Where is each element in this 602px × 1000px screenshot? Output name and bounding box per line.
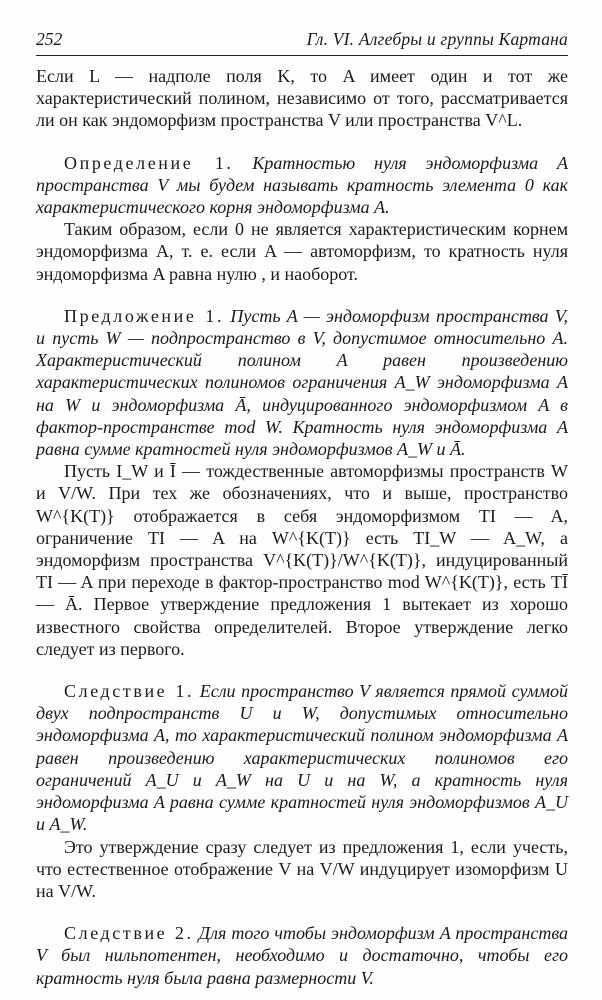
- proposition-text: Пусть A — эндоморфизм пространства V, и пусть W — подпространство в V, допустимое относительно A. Характеристический полином A равен произведению характеристических полиномов ограничения A_W эндоморфизма A на W и эндоморфизма Ā, индуцированного эндоморфизмом A в фактор-пространстве mod W. Кратность нуля эндоморфизма A равна сумме кратностей нуля эндоморфизмов A_W и Ā.: [36, 305, 568, 460]
- proposition-1: [36, 305, 568, 460]
- paragraph-gap: [36, 902, 568, 922]
- corollary-2: [36, 922, 568, 989]
- corollary-1-label: Следствие 1.: [64, 681, 195, 702]
- paragraph-proof: Пусть I_W и Ī — тождественные автоморфизмы пространств W и V/W. При тех же обозначениях, что и выше, пространство W^{K(T)} отображается в себя эндоморфизмом TI — A, ограничение TI — A на W^{K(T)} есть TI_W — A_W, а эндоморфизм пространства V^{K(T)}/W^{K(T)}, индуцированный TI — A при переходе в фактор-пространство mod W^{K(T)}, есть TĪ — Ā. Первое утверждение предложения 1 вытекает из хорошо известного свойства определителей. Второе утверждение легко следует из первого.: [36, 461, 568, 659]
- running-title: Гл. VI. Алгебры и группы Картана: [306, 29, 568, 49]
- paragraph-extension-field: Если L — надполе поля K, то A имеет один и тот же характеристический полином, независимо от того, рассматривается ли он как эндоморфизм пространства V или пространства V^L.: [36, 66, 568, 131]
- corollary-1: [36, 680, 568, 835]
- definition-label: Определение 1.: [64, 152, 234, 173]
- corollary-2-text: Для того чтобы эндоморфизм A пространства V был нильпотентен, необходимо и достаточно, чтобы его кратность нуля была равна размерности V.: [36, 923, 569, 988]
- paragraph-gap: [36, 285, 568, 305]
- corollary-2-label: Следствие 2.: [64, 923, 194, 944]
- corollary-1-text: Если пространство V является прямой суммой двух подпространств U и W, допустимых относительно эндоморфизма A, то характеристический полином эндоморфизма A равен произведению характеристических полиномов его ограничений A_U и A_W на U и на W, а кратность нуля эндоморфизма A равна сумме кратностей нуля эндоморфизмов A_U и A_W.: [36, 681, 568, 835]
- paragraph-gap: [36, 132, 568, 152]
- paragraph-corollary-proof: Это утверждение сразу следует из предложения 1, если учесть, что естественное отображение V на V/W индуцирует изоморфизм U на V/W.: [36, 836, 568, 901]
- page-body: [36, 65, 568, 989]
- paragraph-automorphism: Таким образом, если 0 не является характеристическим корнем эндоморфизма A, т. е. если A — автоморфизм, то кратность нуля эндоморфизма A равна нулю , и наоборот.: [36, 219, 568, 284]
- paragraph-gap: [36, 660, 568, 680]
- proposition-label: Предложение 1.: [64, 305, 225, 326]
- definition-text: Кратностью нуля эндоморфизма A пространства V мы будем называть кратность элемента 0 как характеристического корня эндоморфизма A.: [36, 152, 569, 218]
- definition-1: [36, 152, 568, 219]
- header-rule: [36, 55, 568, 56]
- page-number: 252: [36, 29, 63, 49]
